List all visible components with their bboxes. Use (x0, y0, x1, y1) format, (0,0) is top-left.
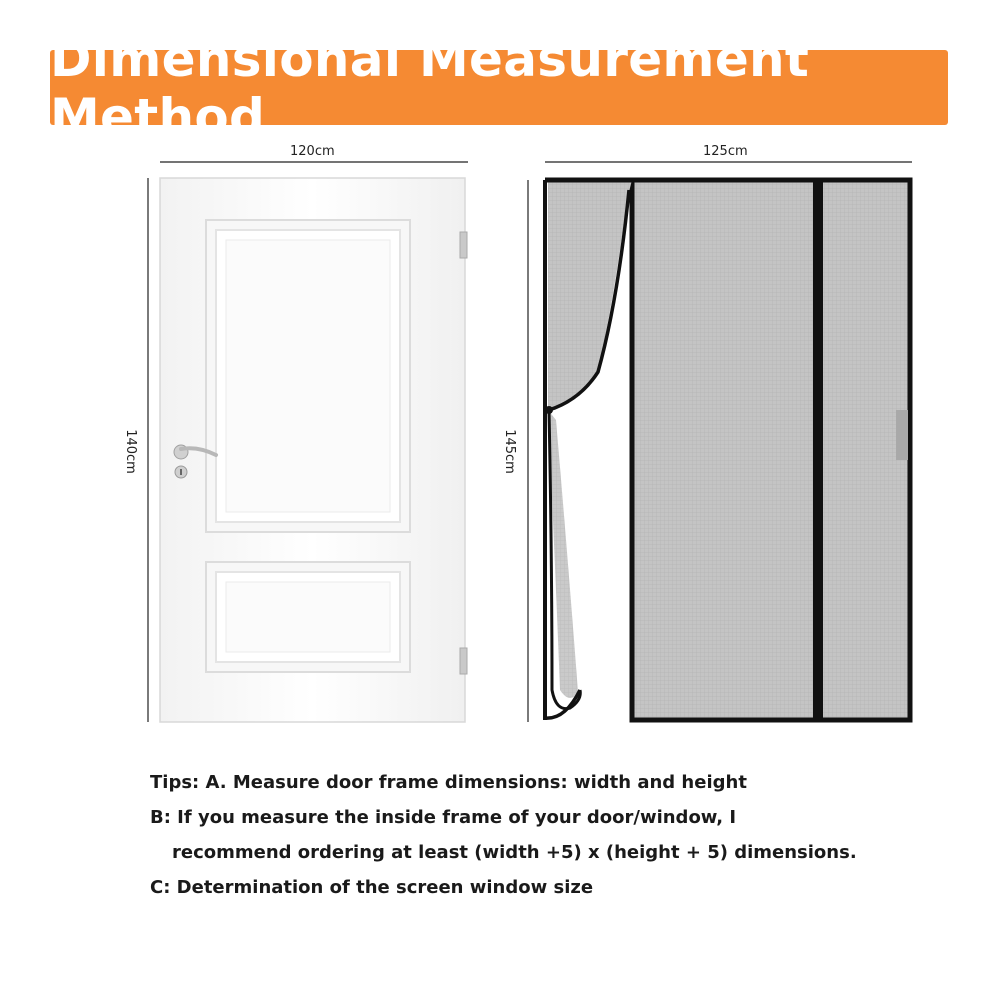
hinge-icon (460, 648, 467, 674)
tips-section (150, 768, 870, 908)
screen-illustration (545, 180, 910, 720)
page-title: Dimensional Measurement Method (50, 29, 810, 146)
door-width-label: 120cm (290, 144, 335, 159)
tip-c: C: Determination of the screen window size (150, 877, 594, 898)
hinge-icon (460, 232, 467, 258)
tip-a: Tips: A. Measure door frame dimensions: width and height (150, 772, 747, 793)
door-illustration (160, 178, 467, 722)
screen-height-label: 145cm (501, 429, 517, 474)
door-height-label: 140cm (122, 429, 138, 474)
tip-b: B: If you measure the inside frame of your door/window, I (150, 807, 737, 828)
tip-b-continued: recommend ordering at least (width +5) x (height + 5) dimensions. (172, 842, 857, 863)
screen-width-label: 125cm (703, 144, 748, 159)
